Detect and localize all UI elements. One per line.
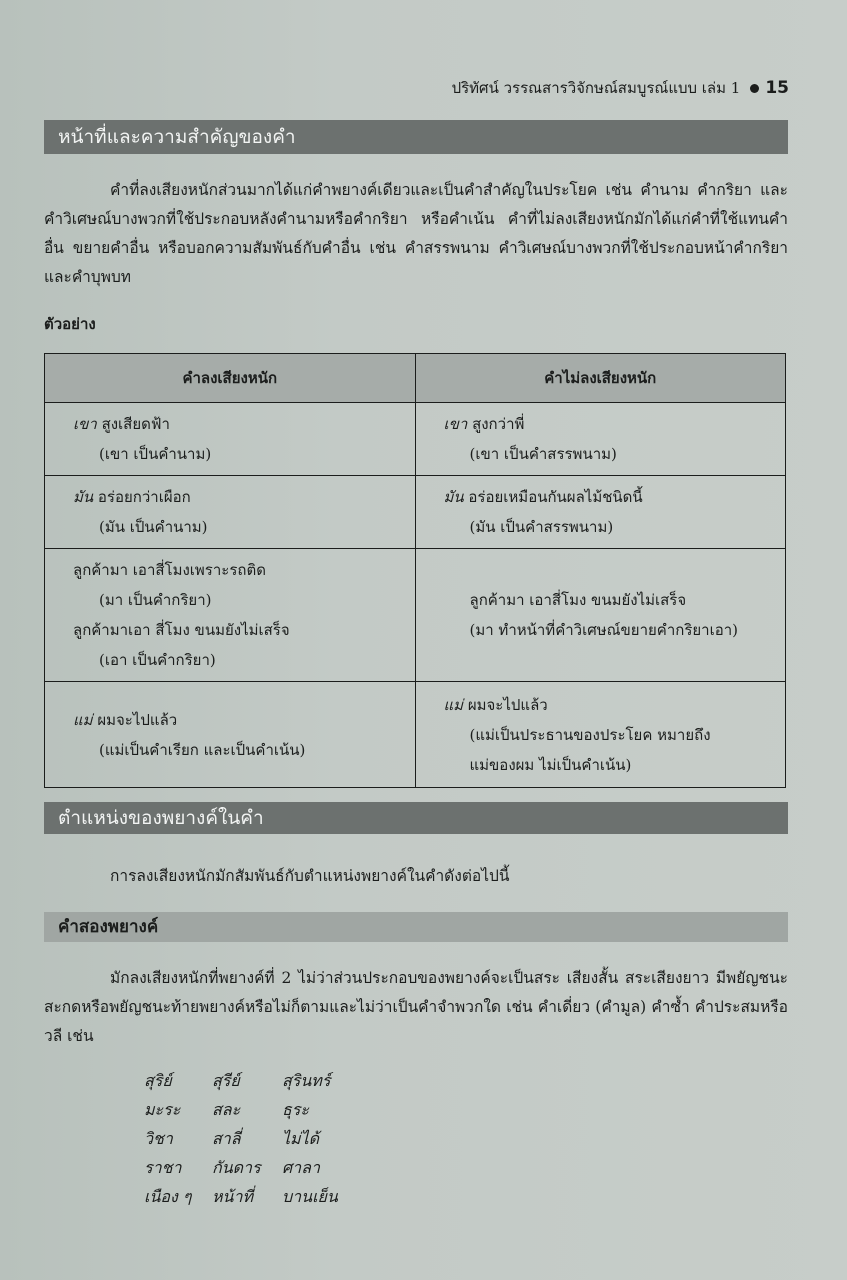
example-sentence: ลูกค้ามา เอาสี่โมงเพราะรถติด <box>73 561 266 579</box>
example-explanation: (แม่เป็นประธานของประโยค หมายถึง <box>469 725 711 744</box>
two-syllable-paragraph <box>44 964 788 1051</box>
stressed-word: แม่ <box>443 695 464 714</box>
example-word: บานเย็น <box>282 1187 338 1206</box>
example-word: ธุระ <box>282 1100 309 1119</box>
example-explanation: ลูกค้ามา เอาสี่โมง ขนมยังไม่เสร็จ <box>469 591 687 609</box>
example-explanation: (มา เป็นคำกริยา) <box>99 591 212 609</box>
stressed-cell <box>45 403 416 476</box>
stressed-word: มัน <box>73 488 94 506</box>
unstressed-cell <box>415 476 786 549</box>
table-row <box>45 682 786 788</box>
position-paragraph <box>44 862 788 891</box>
example-sentence: แม่ ผมจะไปแล้ว <box>443 695 548 714</box>
intro-text: คำที่ลงเสียงหนักส่วนมากได้แก่คำพยางค์เดียวและเป็นคำสำคัญในประโยค เช่น คำนาม คำกริยา และคำวิเศษณ์บางพวกที่ใช้ประกอบหลังคำนามหรือคำกริยา หรือคำเน้น คำที่ไม่ลงเสียงหนักมักได้แก่คำที่ใช้แทนคำอื่น ขยายคำอื่น หรือบอกความสัมพันธ์กับคำอื่น เช่น คำสรรพนาม คำวิเศษณ์บางพวกที่ใช้ประกอบหน้าคำกริยา และคำบุพบท <box>44 181 788 286</box>
intro-paragraph <box>44 176 788 292</box>
stressed-word: มัน <box>443 488 464 506</box>
example-word: ไม่ได้ <box>282 1129 320 1148</box>
example-word: สละ <box>212 1100 241 1119</box>
section-heading-two-syllable: คำสองพยางค์ <box>44 912 788 942</box>
two-syllable-text: มักลงเสียงหนักที่พยางค์ที่ 2 ไม่ว่าส่วนประกอบของพยางค์จะเป็นสระ เสียงสั้น สระเสียงยาว มีพยัญชนะสะกดหรือพยัญชนะท้ายพยางค์หรือไม่ก็ตามและไม่ว่าเป็นคำจำพวกใด เช่น คำเดี่ยว (คำมูล) คำซ้ำ คำประสมหรือวลี เช่น <box>44 969 788 1045</box>
position-text: การลงเสียงหนักมักสัมพันธ์กับตำแหน่งพยางค์ในคำดังต่อไปนี้ <box>110 867 510 885</box>
example-explanation: (เขา เป็นคำนาม) <box>99 445 212 463</box>
word-examples <box>144 1066 338 1211</box>
section-heading-syllable-position: ตำแหน่งของพยางค์ในคำ <box>44 802 788 834</box>
example-word: วิชา <box>144 1129 173 1148</box>
unstressed-cell <box>415 549 786 682</box>
example-word: ศาลา <box>282 1158 320 1177</box>
word-row <box>144 1182 338 1211</box>
word-row <box>144 1153 338 1182</box>
stressed-cell <box>45 476 416 549</box>
example-word: มะระ <box>144 1100 181 1119</box>
example-explanation: (มัน เป็นคำสรรพนาม) <box>469 518 614 536</box>
example-label: ตัวอย่าง <box>44 315 96 333</box>
example-explanation: (มา ทำหน้าที่คำวิเศษณ์ขยายคำกริยาเอา) <box>469 621 738 639</box>
example-word: สุริย์ <box>144 1071 172 1090</box>
example-sentence: แม่ ผมจะไปแล้ว <box>73 710 178 729</box>
unstressed-cell <box>415 682 786 788</box>
example-sentence: มัน อร่อยกว่าเผือก <box>73 488 191 506</box>
example-explanation: (มัน เป็นคำนาม) <box>99 518 208 536</box>
section-heading-function: หน้าที่และความสำคัญของคำ <box>44 120 788 154</box>
example-word: เนือง ๆ <box>144 1187 192 1206</box>
example-explanation: (เอา เป็นคำกริยา) <box>99 651 216 669</box>
running-header <box>452 76 789 100</box>
example-sentence: มัน อร่อยเหมือนกันผลไม้ชนิดนี้ <box>443 488 643 506</box>
unstressed-cell <box>415 403 786 476</box>
example-word: สุรีย์ <box>212 1071 240 1090</box>
stressed-word: แม่ <box>73 710 93 729</box>
example-sentence: ลูกค้ามาเอา สี่โมง ขนมยังไม่เสร็จ <box>73 621 290 639</box>
table-row <box>45 549 786 682</box>
col-header-unstressed: คำไม่ลงเสียงหนัก <box>415 354 786 403</box>
header-title: ปริทัศน์ วรรณสารวิจักษณ์สมบูรณ์แบบ เล่ม 1 <box>451 79 741 97</box>
example-explanation: (แม่เป็นคำเรียก และเป็นคำเน้น) <box>99 740 306 759</box>
stressed-cell <box>45 682 416 788</box>
word-row <box>144 1095 338 1124</box>
stressed-cell <box>45 549 416 682</box>
col-header-stressed: คำลงเสียงหนัก <box>45 354 416 403</box>
example-sentence: เขา สูงกว่าพี่ <box>443 415 525 433</box>
example-word: กันดาร <box>212 1158 261 1177</box>
table-row <box>45 476 786 549</box>
stress-example-table <box>44 353 786 788</box>
word-row <box>144 1124 338 1153</box>
bullet-dot <box>750 84 759 93</box>
stressed-word: เขา <box>443 415 468 433</box>
example-explanation: (เขา เป็นคำสรรพนาม) <box>469 445 617 463</box>
table-row <box>45 403 786 476</box>
example-word: หน้าที่ <box>212 1187 254 1206</box>
example-word: สุรินทร์ <box>282 1071 331 1090</box>
page-number: 15 <box>765 78 789 98</box>
example-word: สาลี่ <box>212 1129 241 1148</box>
example-sentence: เขา สูงเสียดฟ้า <box>73 415 170 433</box>
example-explanation: แม่ของผม ไม่เป็นคำเน้น) <box>469 755 632 774</box>
stressed-word: เขา <box>73 415 97 433</box>
example-word: ราชา <box>144 1158 182 1177</box>
word-row <box>144 1066 338 1095</box>
